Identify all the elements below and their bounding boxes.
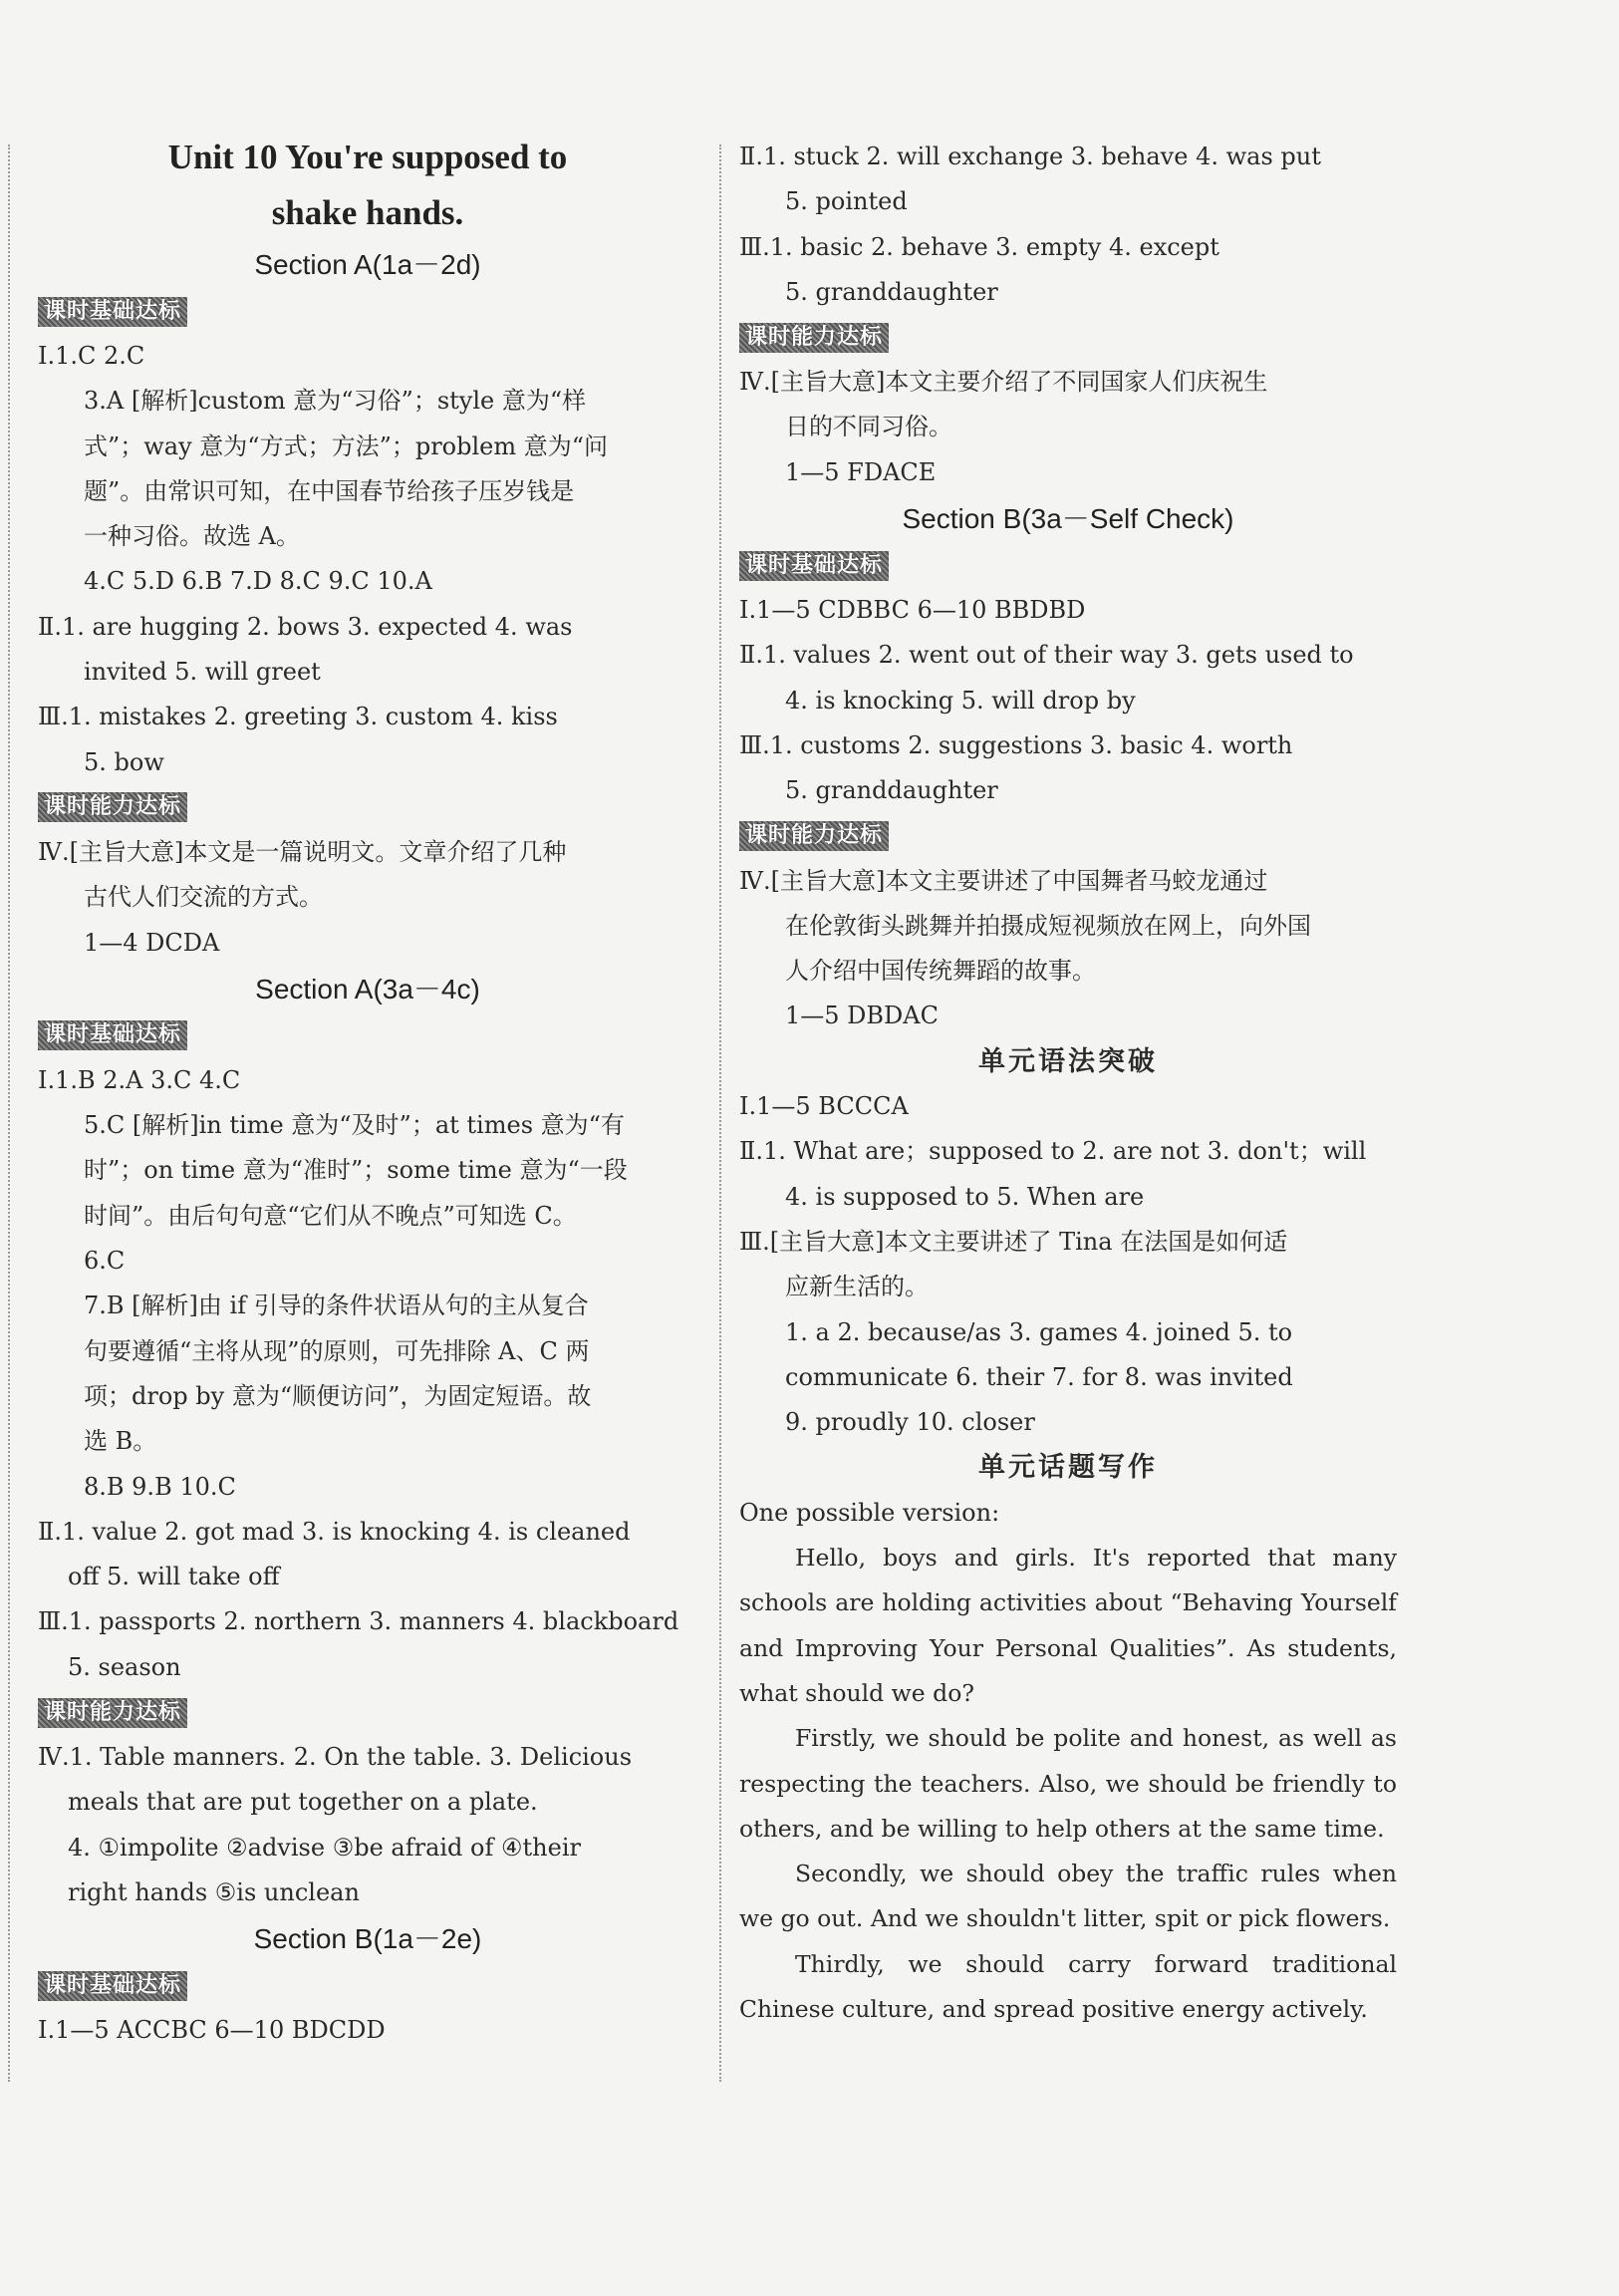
grammar-heading: 单元语法突破 bbox=[978, 1045, 1158, 1077]
answer-line: communicate 6. their 7. for 8. was invited bbox=[785, 1362, 1293, 1391]
answer-line: 日的不同习俗。 bbox=[785, 413, 952, 441]
right-column bbox=[739, 135, 1397, 2032]
answer-line: Ⅱ.1. stuck 2. will exchange 3. behave 4. was put bbox=[739, 143, 1321, 170]
answer-line: Ⅱ.1. values 2. went out of their way 3. gets used to bbox=[739, 641, 1354, 670]
answer-line: Ⅰ.1.C 2.C bbox=[38, 342, 145, 370]
answer-line: 古代人们交流的方式。 bbox=[84, 883, 323, 912]
answer-line: Ⅰ.1—5 CDBBC 6—10 BBDBD bbox=[739, 596, 1086, 625]
answer-line: invited 5. will greet bbox=[84, 658, 321, 687]
answer-line: Ⅲ.1. customs 2. suggestions 3. basic 4. worth bbox=[739, 730, 1293, 759]
answer-line: Ⅳ.[主旨大意]本文主要讲述了中国舞者马蛟龙通过 bbox=[739, 866, 1268, 895]
answer-line: 5. season bbox=[68, 1652, 181, 1681]
answer-line: Ⅰ.1.B 2.A 3.C 4.C bbox=[38, 1065, 241, 1094]
answer-line: Ⅱ.1. are hugging 2. bows 3. expected 4. was bbox=[38, 612, 573, 641]
answer-line: 6.C bbox=[84, 1247, 126, 1276]
left-column bbox=[38, 130, 697, 2054]
answer-line: off 5. will take off bbox=[68, 1563, 280, 1591]
answer-line: Ⅱ.1. value 2. got mad 3. is knocking 4. is cleaned bbox=[38, 1517, 631, 1546]
answer-line: 5. granddaughter bbox=[785, 277, 998, 306]
answer-line: 1—5 DBDAC bbox=[785, 1002, 939, 1030]
answer-line: 4.C 5.D 6.B 7.D 8.C 9.C 10.A bbox=[84, 567, 432, 596]
answer-line: 5.C [解析]in time 意为“及时”；at times 意为“有 bbox=[84, 1111, 625, 1140]
answer-line: 项；drop by 意为“顺便访问”，为固定短语。故 bbox=[84, 1381, 592, 1410]
answer-line: 9. proudly 10. closer bbox=[785, 1408, 1035, 1437]
answer-line: 4. ①impolite ②advise ③be afraid of ④their bbox=[68, 1833, 581, 1862]
essay-paragraph: Hello, boys and girls. It's reported that many schools are holding activities about “Behaving Yourself and Improving Your Personal Qualities”. As students, what should we do? bbox=[739, 1544, 1397, 1707]
section-heading: Section A(1a－2d) bbox=[254, 249, 481, 280]
section-heading: Section A(3a－4c) bbox=[255, 973, 480, 1004]
essay-paragraph: Thirdly, we should carry forward traditional Chinese culture, and spread positive energy actively. bbox=[739, 1949, 1397, 2023]
answer-line: Ⅲ.1. passports 2. northern 3. manners 4. blackboard bbox=[38, 1607, 679, 1636]
answer-line: 在伦敦街头跳舞并拍摄成短视频放在网上，向外国 bbox=[785, 911, 1311, 940]
answer-line: 5. granddaughter bbox=[785, 776, 998, 805]
answer-line: Ⅲ.1. basic 2. behave 3. empty 4. except bbox=[739, 232, 1219, 261]
answer-line: 一种习俗。故选 A。 bbox=[84, 522, 300, 551]
answer-line: 应新生活的。 bbox=[785, 1273, 929, 1301]
answer-line: 4. is knocking 5. will drop by bbox=[785, 686, 1136, 715]
answer-line: 1—5 FDACE bbox=[785, 457, 937, 486]
answer-line: 4. is supposed to 5. When are bbox=[785, 1182, 1145, 1211]
answer-line: 题”。由常识可知，在中国春节给孩子压岁钱是 bbox=[84, 476, 575, 505]
ability-tag: 课时能力达标 bbox=[739, 323, 889, 353]
answer-line: 1. a 2. because/as 3. games 4. joined 5. to bbox=[785, 1317, 1293, 1346]
basic-tag: 课时基础达标 bbox=[38, 1971, 187, 2001]
basic-tag: 课时基础达标 bbox=[38, 297, 187, 327]
answer-line: 选 B。 bbox=[84, 1427, 157, 1456]
answer-line: 5. pointed bbox=[785, 187, 908, 216]
answer-line: 时”；on time 意为“准时”；some time 意为“一段 bbox=[84, 1156, 628, 1185]
answer-line: right hands ⑤is unclean bbox=[68, 1877, 360, 1906]
answer-line: Ⅲ.[主旨大意]本文主要讲述了 Tina 在法国是如何适 bbox=[739, 1227, 1288, 1256]
answer-line: Ⅰ.1—5 ACCBC 6—10 BDCDD bbox=[38, 2016, 386, 2045]
answer-line: 句要遵循“主将从现”的原则，可先排除 A、C 两 bbox=[84, 1336, 590, 1365]
basic-tag: 课时基础达标 bbox=[739, 551, 889, 581]
answer-line: 时间”。由后句句意“它们从不晚点”可知选 C。 bbox=[84, 1201, 577, 1230]
essay-paragraph: Firstly, we should be polite and honest, as well as respecting the teachers. Also, we should be friendly to others, and be willing to help others at the same time. bbox=[739, 1724, 1397, 1843]
left-margin-line bbox=[8, 144, 10, 2082]
ability-tag: 课时能力达标 bbox=[739, 821, 889, 851]
answer-line: 人介绍中国传统舞蹈的故事。 bbox=[785, 957, 1096, 986]
answer-line: Ⅳ.1. Table manners. 2. On the table. 3. Delicious bbox=[38, 1743, 633, 1772]
basic-tag: 课时基础达标 bbox=[38, 1020, 187, 1050]
answer-line: Ⅳ.[主旨大意]本文主要介绍了不同国家人们庆祝生 bbox=[739, 368, 1268, 397]
answer-line: 式”；way 意为“方式；方法”；problem 意为“问 bbox=[84, 431, 609, 460]
answer-line: 5. bow bbox=[84, 747, 164, 776]
essay-paragraph: Secondly, we should obey the traffic rules when we go out. And we shouldn't litter, spit or pick flowers. bbox=[739, 1860, 1397, 1933]
unit-title-line2: shake hands. bbox=[271, 193, 464, 232]
writing-heading: 单元话题写作 bbox=[978, 1452, 1158, 1484]
unit-title-line1: Unit 10 You're supposed to bbox=[167, 138, 568, 176]
section-heading: Section B(1a－2e) bbox=[253, 1923, 482, 1955]
answer-line: 8.B 9.B 10.C bbox=[84, 1472, 236, 1501]
answer-line: Ⅳ.[主旨大意]本文是一篇说明文。文章介绍了几种 bbox=[38, 837, 567, 866]
answer-line: meals that are put together on a plate. bbox=[68, 1788, 538, 1817]
answer-line: 1—4 DCDA bbox=[84, 928, 220, 957]
answer-line: Ⅰ.1—5 BCCCA bbox=[739, 1092, 909, 1121]
answer-line: Ⅱ.1. What are；supposed to 2. are not 3. don't；will bbox=[739, 1137, 1367, 1166]
answer-line: Ⅲ.1. mistakes 2. greeting 3. custom 4. kiss bbox=[38, 703, 558, 731]
section-heading: Section B(3a－Self Check) bbox=[902, 503, 1234, 535]
ability-tag: 课时能力达标 bbox=[38, 1698, 187, 1728]
column-divider bbox=[719, 144, 721, 2082]
answer-line: 7.B [解析]由 if 引导的条件状语从句的主从复合 bbox=[84, 1292, 589, 1320]
writing-intro: One possible version: bbox=[739, 1498, 1000, 1527]
ability-tag: 课时能力达标 bbox=[38, 792, 187, 822]
answer-line: 3.A [解析]custom 意为“习俗”；style 意为“样 bbox=[84, 387, 587, 416]
